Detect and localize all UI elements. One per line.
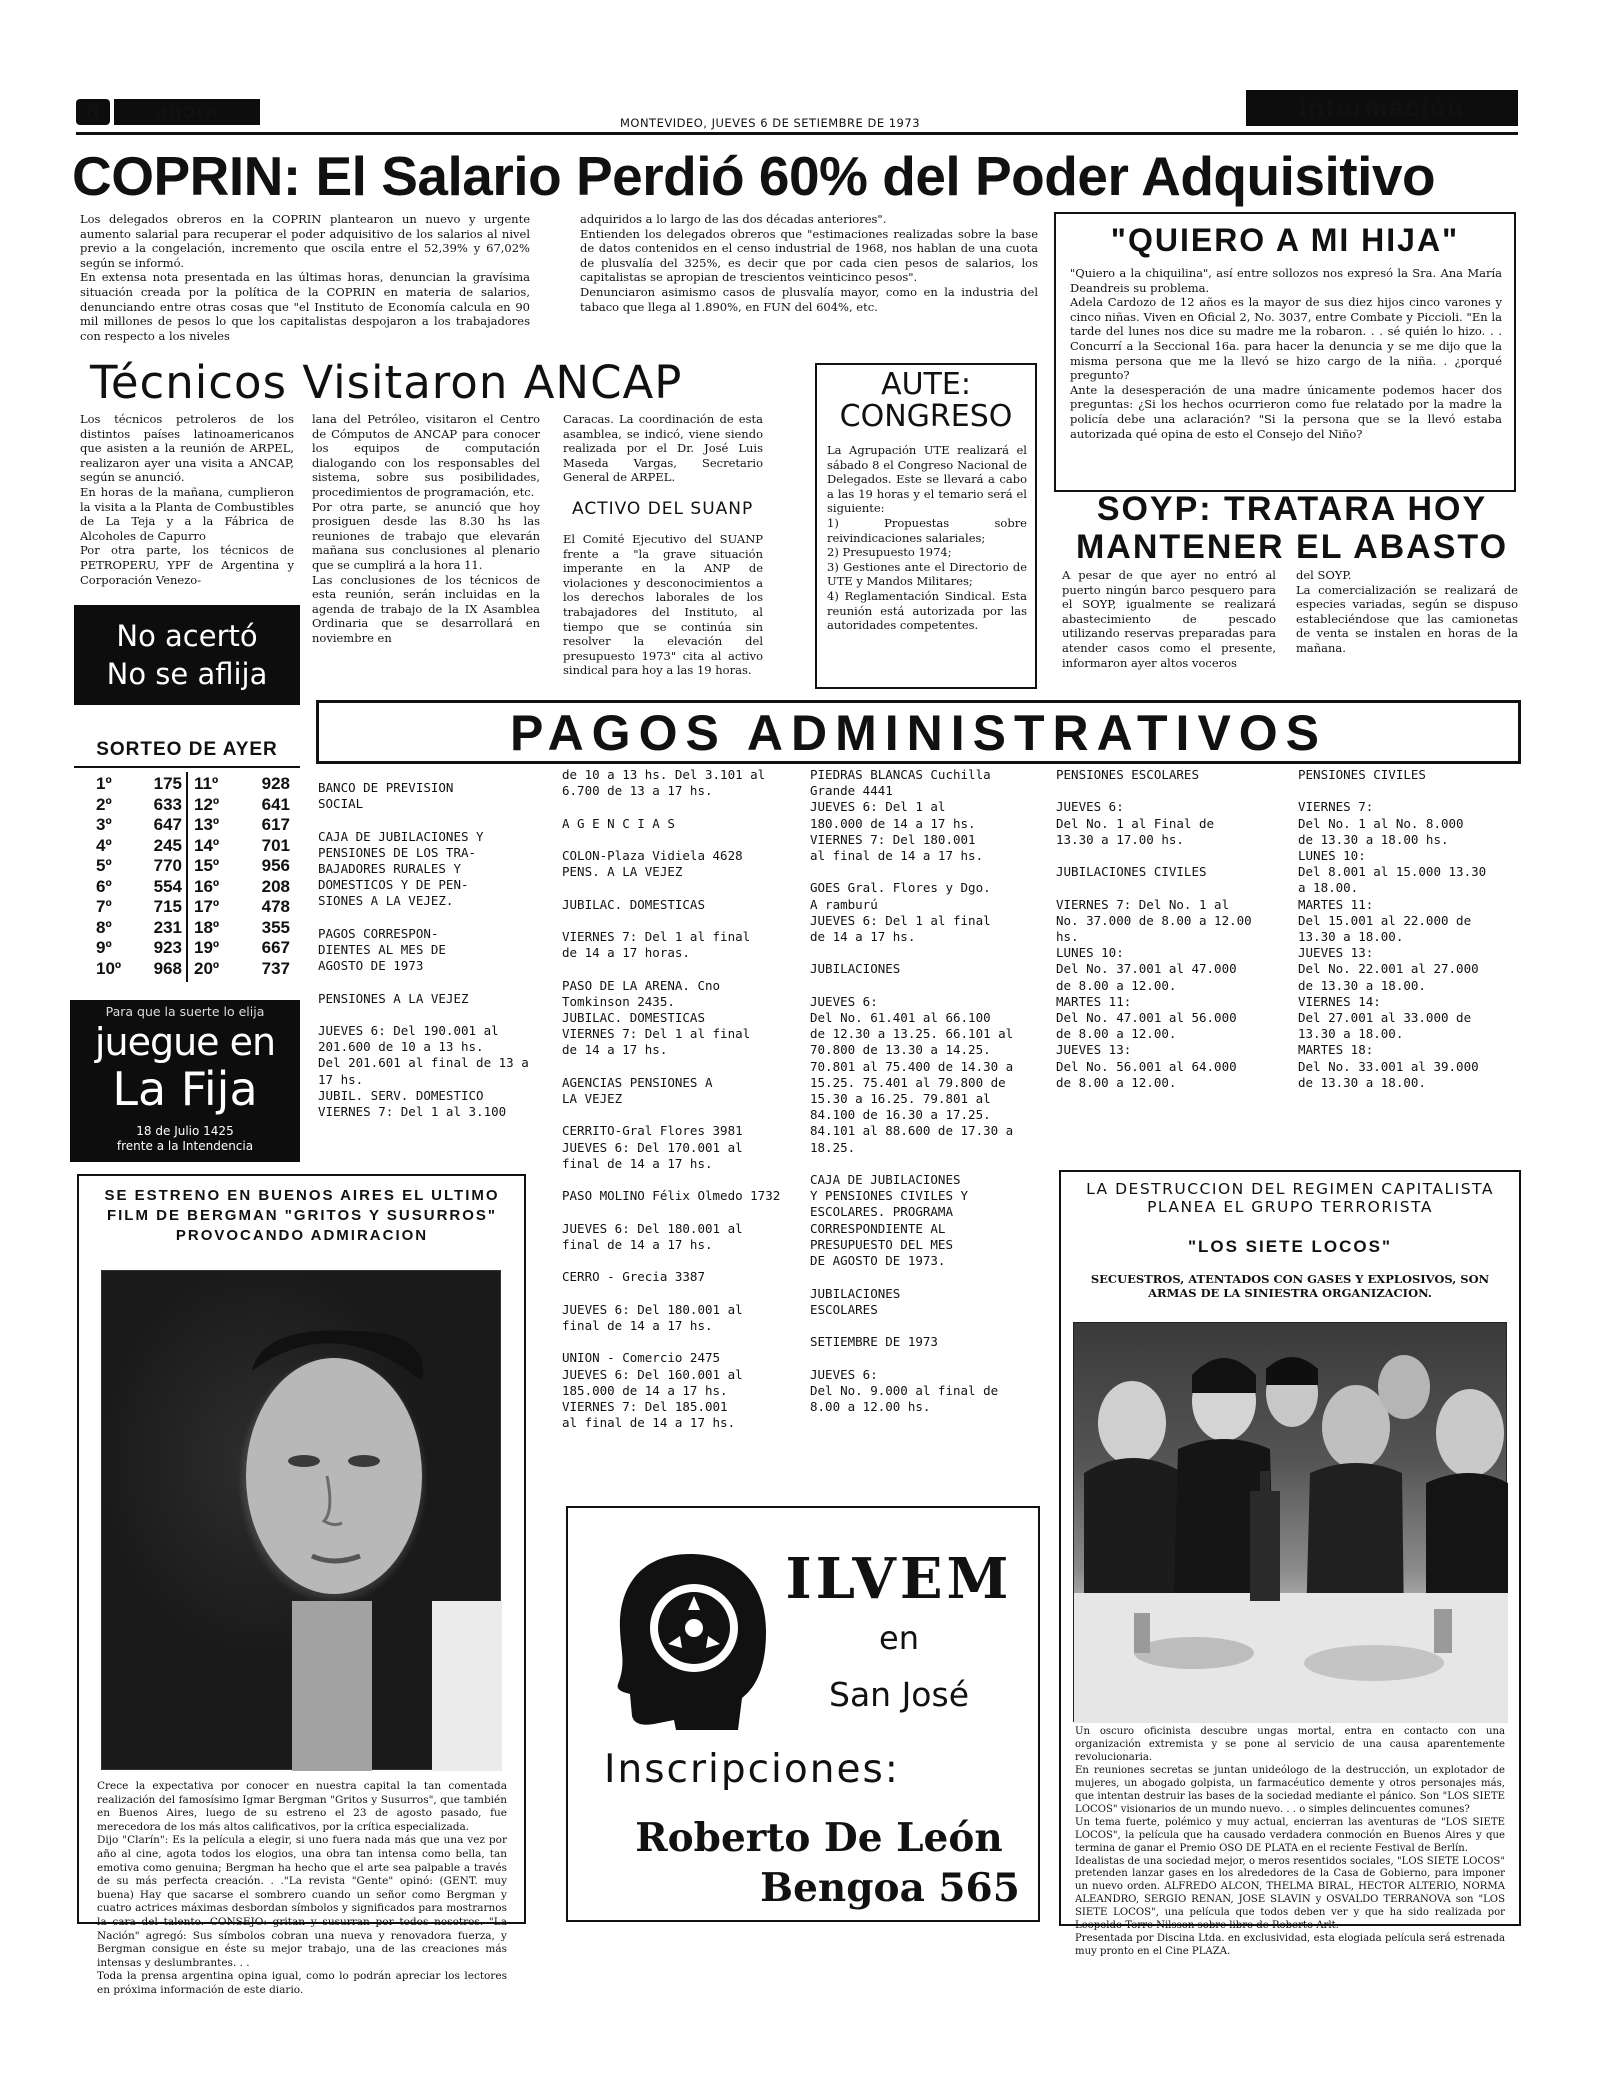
sorteo-place: 3º	[96, 815, 112, 834]
sorteo-number: 245	[153, 835, 182, 855]
masthead-rule	[76, 132, 1518, 135]
pagos-col3: PIEDRAS BLANCAS Cuchilla Grande 4441 JUEVES 6: Del 1 al 180.000 de 14 a 17 hs. VIERNES 7: Del 180.001 al final de 14 a 17 hs. GOES Gral. Flores y Dgo. A ramburú JUEVES 6: Del 1 al final de 14 a 17 hs. JUBILACIONES JUEVES 6: Del No. 61.401 al 66.100 de 12.30 a 13.25. 66.101 al 70.800 de 13.30 a 14.25. 70.801 al 75.400 de 14.30 a 15.25. 75.401 al 79.800 de 15.30 a 16.25. 79.801 al 84.100 de 16.30 a 17.25. 84.101 al 88.600 de 17.30 a 18.25. CAJA DE JUBILACIONES Y PENSIONES CIVILES Y ESCOLARES. PROGRAMA CORRESPONDIENTE AL PRESUPUESTO DEL MES DE AGOSTO DE 1973. JUBILACIONES ESCOLARES SETIEMBRE DE 1973 JUEVES 6: Del No. 9.000 al final de 8.00 a 12.00 hs.	[810, 767, 1014, 1414]
bergman-photo-figure	[102, 1271, 502, 1771]
sorteo-place: 5º	[96, 856, 112, 875]
sorteo-place: 14º	[194, 835, 220, 855]
sorteo-row	[96, 774, 182, 795]
bergman-photo	[101, 1270, 501, 1770]
paper-name-box	[114, 99, 260, 125]
quiero-headline: "QUIERO A MI HIJA"	[1110, 222, 1460, 258]
sorteo-number: 715	[153, 897, 182, 916]
page-number-box	[76, 99, 110, 125]
sorteo-number: 355	[261, 917, 290, 937]
ilvem-name: ILVEM	[785, 1546, 1013, 1612]
sorteo-place: 2º	[96, 794, 112, 814]
lead-col1: Los delegados obreros en la COPRIN plantearon un nuevo y urgente aumento salarial para recuperar el poder adquisitivo de los salarios al nivel previo a la congelación, incremento que oscila entre el 52,39% y 67,02% según se informó. En extensa nota presentada en las últimas horas, denuncian la gravísima situación creada por la política de la COPRIN en materia de salarios, denunciando entre otras cosas que "el Instituto de Economía calcula en 90 mil millones de pesos lo que los capitalistas despojaron a los trabajadores con respecto a los niveles	[80, 212, 530, 343]
sorteo-place: 12º	[194, 794, 220, 814]
locos-kicker: LA DESTRUCCION DEL REGIMEN CAPITALISTA PLANEA EL GRUPO TERRORISTA	[1086, 1180, 1494, 1216]
sorteo-row	[194, 959, 290, 980]
locos-subhead: SECUESTROS, ATENTADOS CON GASES Y EXPLOSIVOS, SON ARMAS DE LA SINIESTRA ORGANIZACION.	[1090, 1272, 1490, 1300]
sorteo-number: 633	[153, 794, 182, 814]
bergman-body: Crece la expectativa por conocer en nuestra capital la tan comentada realización del famosísimo Igmar Bergman "Gritos y Susurros", que también en Buenos Aires, luego de su estreno el 23 de agosto pasado, fue merecedora de los más altos calificativos, por la crítica especializada. Dijo "Clarín": Es la película a elegir, si uno fuera nada más que una vez por año al cine, agota todos los elogios, una obra tan intensa como bella, tan emotiva como genuina; Bergman ha hecho que el arte sea palpable a través de su más perfecta creación. . ."La revista "Gente" opinó: (GENT. muy buena) Hay que sacarse el sombrero cuando un señor como Bergman y cuatro actrices máximas desbordan símbolos y significados para mostrarnos la cara del talento. CONSEJO: gritan y susurran por todos nosotros. "La Nación" agregó: Sus símbolos cobran una nueva y renovadora fuerza, y Bergman consigue en éste su mejor trabajo, una de las creaciones más intensas y deslumbrantes. . . Toda la prensa argentina opina igual, como lo podrán apreciar los lectores en próxima información de este diario.	[97, 1780, 507, 1996]
sorteo-number: 175	[153, 774, 182, 793]
suanp-headline: ACTIVO DEL SUANP	[572, 499, 754, 519]
sorteo-number: 928	[261, 774, 290, 793]
dateline: MONTEVIDEO, JUEVES 6 DE SETIEMBRE DE 1973	[619, 116, 921, 130]
sorteo-number: 641	[261, 794, 290, 814]
pagos-banner: PAGOS ADMINISTRATIVOS	[509, 705, 1328, 761]
pagos-banner-box	[316, 700, 1521, 764]
sorteo-place: 9º	[96, 938, 112, 957]
sorteo-row	[194, 918, 290, 939]
locos-photo-figures	[1074, 1323, 1508, 1723]
sorteo-place: 6º	[96, 876, 112, 896]
sorteo-row	[96, 836, 182, 857]
sorteo-number: 231	[153, 917, 182, 937]
soyp-col1: A pesar de que ayer no entró al puerto ningún barco pesquero para el SOYP, igualmente se realizará abastecimiento de pescado utilizando reservas preparadas para atender casos como el presente, informaron ayer altos voceros	[1062, 568, 1276, 670]
sorteo-row	[96, 918, 182, 939]
soyp-col2: del SOYP. La comercialización se realizará de especies variadas, según se dispuso estableciéndose que las camionetas de venta se instalen en horas de la mañana.	[1296, 568, 1518, 655]
sorteo-row	[96, 938, 182, 959]
ilvem-box	[566, 1506, 1040, 1922]
bergman-headline: SE ESTRENO EN BUENOS AIRES EL ULTIMO FILM DE BERGMAN "GRITOS Y SUSURROS" PROVOCANDO ADMIRACION	[104, 1187, 500, 1244]
sorteo-place: 18º	[194, 917, 220, 937]
bergman-box	[77, 1174, 526, 1996]
ilvem-inscripciones: Inscripciones:	[604, 1747, 900, 1792]
pagos-col5: PENSIONES CIVILES VIERNES 7: Del No. 1 al No. 8.000 de 13.30 a 18.00 hs. LUNES 10: Del 8.001 al 15.000 13.30 a 18.00. MARTES 11: Del 15.001 al 22.000 de 13.30 a 18.00. JUEVES 13: Del No. 22.001 al 27.000 de 13.30 a 18.00. VIERNES 14: Del 27.001 al 33.000 de 13.30 a 18.00. MARTES 18: Del No. 33.001 al 39.000 de 13.30 a 18.00.	[1298, 767, 1487, 1090]
sorteo-number: 617	[261, 815, 290, 834]
sorteo-place: 17º	[194, 897, 220, 916]
lead-col2: adquiridos a lo largo de las dos décadas anteriores". Entienden los delegados obreros que "estimaciones realizadas sobre la base de datos contenidos en el censo industrial de 1968, nos hablan de una cuota de plusvalía del 325%, es decir que por cada cien pesos de salarios, los capitalistas se apropian de trescientos veinticinco pesos". Denunciaron asimismo casos de plusvalía mayor, como en la industria del tabaco que llega al 1.890%, en FUN del 604%, etc.	[580, 212, 1038, 314]
sorteo-divider	[186, 772, 188, 982]
locos-box	[1059, 1170, 1521, 1958]
sorteo-place: 16º	[194, 876, 220, 896]
quiero-box	[1054, 212, 1516, 492]
sorteo-row	[96, 897, 182, 918]
fija-ad-big-1: juegue en	[94, 1020, 276, 1064]
sorteo-number: 923	[153, 938, 182, 957]
sorteo-right-list	[194, 774, 290, 979]
locos-body: Un oscuro oficinista descubre ungas mortal, entra en contacto con una organización extremista y se pone al servicio de una causa aparentemente revolucionaria. En reuniones secretas se juntan unideólogo de la destrucción, un explotador de mujeres, un abogado golpista, un farmacéutico demente y otros personajes más, que intentan destruir las bases de la sociedad mediante el pánico. Son "LOS SIETE LOCOS" visionarios de un mundo nuevo. . . o simples delincuentes comunes? Un tema fuerte, polémico y muy actual, encierran las aventuras de "LOS SIETE LOCOS", la película que ha causado verdadera conmoción en Buenos Aires y que termina de ganar el Premio OSO DE PLATA en el reciente Festival de Berlín. Idealistas de una sociedad mejor, o meros resentidos sociales, "LOS SIETE LOCOS" pretenden lanzar gases en los alrededores de la Casa de Gobierno, para imponer un nuevo orden. ALFREDO ALCON, THELMA BIRAL, HECTOR ALTERIO, NORMA ALEANDRO, SERGIO RENAN, JOSE SLAVIN y OSVALDO TERRANOVA son "LOS SIETE LOCOS", una película que todos deben ver y que ha sido realizada por Leopoldo Torre Nilsson sobre libro de Roberto Arlt. Presentada por Discina Ltda. en exclusividad, esta elogiada película será estrenada muy pronto en el Cine PLAZA.	[1075, 1726, 1505, 1958]
pagos-col2: de 10 a 13 hs. Del 3.101 al 6.700 de 13 a 17 hs. A G E N C I A S COLON-Plaza Vidiela 4628 PENS. A LA VEJEZ JUBILAC. DOMESTICAS VIERNES 7: Del 1 al final de 14 a 17 horas. PASO DE LA ARENA. Cno Tomkinson 2435. JUBILAC. DOMESTICAS VIERNES 7: Del 1 al final de 14 a 17 hs. AGENCIAS PENSIONES A LA VEJEZ CERRITO-Gral Flores 3981 JUEVES 6: Del 170.001 al final de 14 a 17 hs. PASO MOLINO Félix Olmedo 1732 JUEVES 6: Del 180.001 al final de 14 a 17 hs. CERRO - Grecia 3387 JUEVES 6: Del 180.001 al final de 14 a 17 hs. UNION - Comercio 2475 JUEVES 6: Del 160.001 al 185.000 de 14 a 17 hs. VIERNES 7: Del 185.001 al final de 14 a 17 hs.	[562, 767, 781, 1431]
suanp-body: El Comité Ejecutivo del SUANP frente a "la grave situación imperante en la ANP de violaciones y desconocimientos a los derechos laborales de los trabajadores del Instituto, al tiempo que se continúa sin resolver la elevación del presupuesto 1973" cita al activo sindical para hoy a las 19 horas.	[563, 532, 763, 678]
aute-headline: AUTE: CONGRESO	[839, 367, 1013, 434]
aute-body: La Agrupación UTE realizará el sábado 8 el Congreso Nacional de Delegados. Este se llevará a cabo a las 19 horas y el temario será el siguiente: 1) Propuestas sobre reivindicaciones salariales; 2) Presupuesto 1974; 3) Gestiones ante el Directorio de UTE y Mandos Militares; 4) Reglamentación Sindical. Esta reunión está autorizada por las autoridades competentes.	[827, 443, 1027, 633]
sorteo-row	[96, 795, 182, 816]
paper-name: ahora	[155, 100, 219, 123]
fija-address-1: 18 de Julio 1425	[136, 1124, 234, 1138]
sorteo-row	[194, 815, 290, 836]
sorteo-row	[194, 774, 290, 795]
soyp-headline: SOYP: TRATARA HOY MANTENER EL ABASTO	[1075, 490, 1509, 566]
ilvem-en: en	[879, 1619, 919, 1657]
sorteo-row	[96, 877, 182, 898]
sorteo-number: 956	[261, 856, 290, 875]
sorteo-number: 208	[261, 876, 290, 896]
fija-slogan-2: No se aflija	[106, 657, 268, 691]
tecnicos-col1: Los técnicos petroleros de los distintos países latinoamericanos que asisten a la reunión de ARPEL, realizaron ayer una visita a ANCAP, según se anunció. En horas de la mañana, cumplieron la visita a la Planta de Combustibles de La Teja y a la Fábrica de Alcoholes de Capurro Por otra parte, los técnicos de PETROPERU, YPF de Argentina y Corporación Venezo-	[80, 412, 294, 587]
sorteo-row	[96, 815, 182, 836]
sorteo-row	[194, 856, 290, 877]
page-number: 8	[86, 99, 100, 124]
sorteo-row	[194, 897, 290, 918]
sorteo-row	[194, 938, 290, 959]
ilvem-address: Bengoa 565	[760, 1865, 1020, 1911]
sorteo-place: 13º	[194, 815, 220, 834]
fija-ad-small: Para que la suerte lo elija	[105, 1004, 265, 1019]
fija-slogan-1: No acertó	[116, 619, 258, 653]
ilvem-person: Roberto De León	[635, 1815, 1003, 1861]
locos-photo	[1073, 1322, 1507, 1722]
head-reel-icon	[610, 1548, 770, 1732]
section-label: información	[1246, 90, 1518, 126]
sorteo-number: 968	[153, 958, 182, 978]
sorteo-row	[194, 795, 290, 816]
lead-headline: COPRIN: El Salario Perdió 60% del Poder Adquisitivo	[72, 145, 1436, 207]
fija-ad-box	[70, 1000, 300, 1162]
sorteo-place: 10º	[96, 958, 122, 978]
sorteo-place: 15º	[194, 856, 220, 875]
sorteo-row	[96, 856, 182, 877]
sorteo-place: 4º	[96, 835, 112, 855]
sorteo-number: 667	[261, 938, 290, 957]
sorteo-place: 19º	[194, 938, 220, 957]
sorteo-place: 7º	[96, 897, 112, 916]
sorteo-number: 737	[261, 958, 290, 978]
sorteo-row	[194, 877, 290, 898]
ilvem-city: San José	[829, 1675, 969, 1714]
tecnicos-col3: Caracas. La coordinación de esta asamblea, se indicó, viene siendo realizada por el Dr. José Luis Maseda Vargas, Secretario General de ARPEL.	[563, 412, 763, 485]
sorteo-row	[96, 959, 182, 980]
sorteo-row	[194, 836, 290, 857]
sorteo-number: 647	[153, 815, 182, 834]
sorteo-number: 478	[261, 897, 290, 916]
tecnicos-headline: Técnicos Visitaron ANCAP	[90, 356, 683, 409]
sorteo-place: 20º	[194, 958, 220, 978]
sorteo-place: 1º	[96, 774, 112, 793]
aute-box	[815, 363, 1037, 689]
pagos-col4: PENSIONES ESCOLARES JUEVES 6: Del No. 1 al Final de 13.30 a 17.00 hs. JUBILACIONES CIVILES VIERNES 7: Del No. 1 al No. 37.000 de 8.00 a 12.00 hs. LUNES 10: Del No. 37.001 al 47.000 de 8.00 a 12.00. MARTES 11: Del No. 47.001 al 56.000 de 8.00 a 12.00. JUEVES 13: Del No. 56.001 al 64.000 de 8.00 a 12.00.	[1056, 767, 1252, 1090]
sorteo-left-list	[96, 774, 182, 979]
locos-title: "LOS SIETE LOCOS"	[1187, 1237, 1393, 1256]
sorteo-place: 11º	[194, 774, 219, 793]
sorteo-number: 770	[153, 856, 182, 875]
sorteo-place: 8º	[96, 917, 112, 937]
sorteo-number: 701	[261, 835, 290, 855]
sorteo-title-rule	[74, 766, 300, 768]
sorteo-number: 554	[153, 876, 182, 896]
tecnicos-col2: lana del Petróleo, visitaron el Centro de Cómputos de ANCAP para conocer los equipos de computación dialogando con los responsables del sistema, sobre sus posibilidades, procedimientos de programación, etc. Por otra parte, se anunció que hoy prosiguen desde las 8.30 hs las reuniones de trabajo que elevarán mañana sus conclusiones al plenario que se cumplirá a la hora 11. Las conclusiones de los técnicos de esta reunión, serán incluidas en la agenda de trabajo de la IX Asamblea Ordinaria que se desarrollará en noviembre en	[312, 412, 540, 645]
fija-ad-big-2: La Fija	[112, 1062, 258, 1116]
quiero-body: "Quiero a la chiquilina", así entre sollozos nos expresó la Sra. Ana María Deandreis su problema. Adela Cardozo de 12 años es la mayor de sus diez hijos cinco varones y cinco niñas. Viven en Oficial 2, No. 3037, entre Combate y Piccioli. "En la tarde del lunes nos dice su madre me la robaron. . . sé quién lo hizo. . . Concurrí a la Seccional 16a. para hacer la denuncia y se me dijo que la misma persona que me la llevó se hizo cargo de la niña. . ¿porqué pregunto? Ante la desesperación de una madre únicamente podemos hacer dos preguntas: ¿Si los hechos ocurrieron como fue relatado por la madre la policía debe una aclaración? "Si la persona que se la llevó estaba autorizada qué opina de esto el Consejo del Niño?	[1070, 266, 1502, 441]
fija-address-2: frente a la Intendencia	[116, 1139, 254, 1153]
fija-slogan-box	[74, 605, 300, 705]
sorteo-title: SORTEO DE AYER	[96, 739, 278, 760]
pagos-col1: BANCO DE PREVISION SOCIAL CAJA DE JUBILACIONES Y PENSIONES DE LOS TRA- BAJADORES RURALES Y DOMESTICOS Y DE PEN- SIONES A LA VEJEZ. PAGOS CORRESPON- DIENTES AL MES DE AGOSTO DE 1973 PENSIONES A LA VEJEZ JUEVES 6: Del 190.001 al 201.600 de 10 a 13 hs. Del 201.601 al final de 13 a 17 hs. JUBIL. SERV. DOMESTICO VIERNES 7: Del 1 al 3.100	[318, 780, 529, 1120]
